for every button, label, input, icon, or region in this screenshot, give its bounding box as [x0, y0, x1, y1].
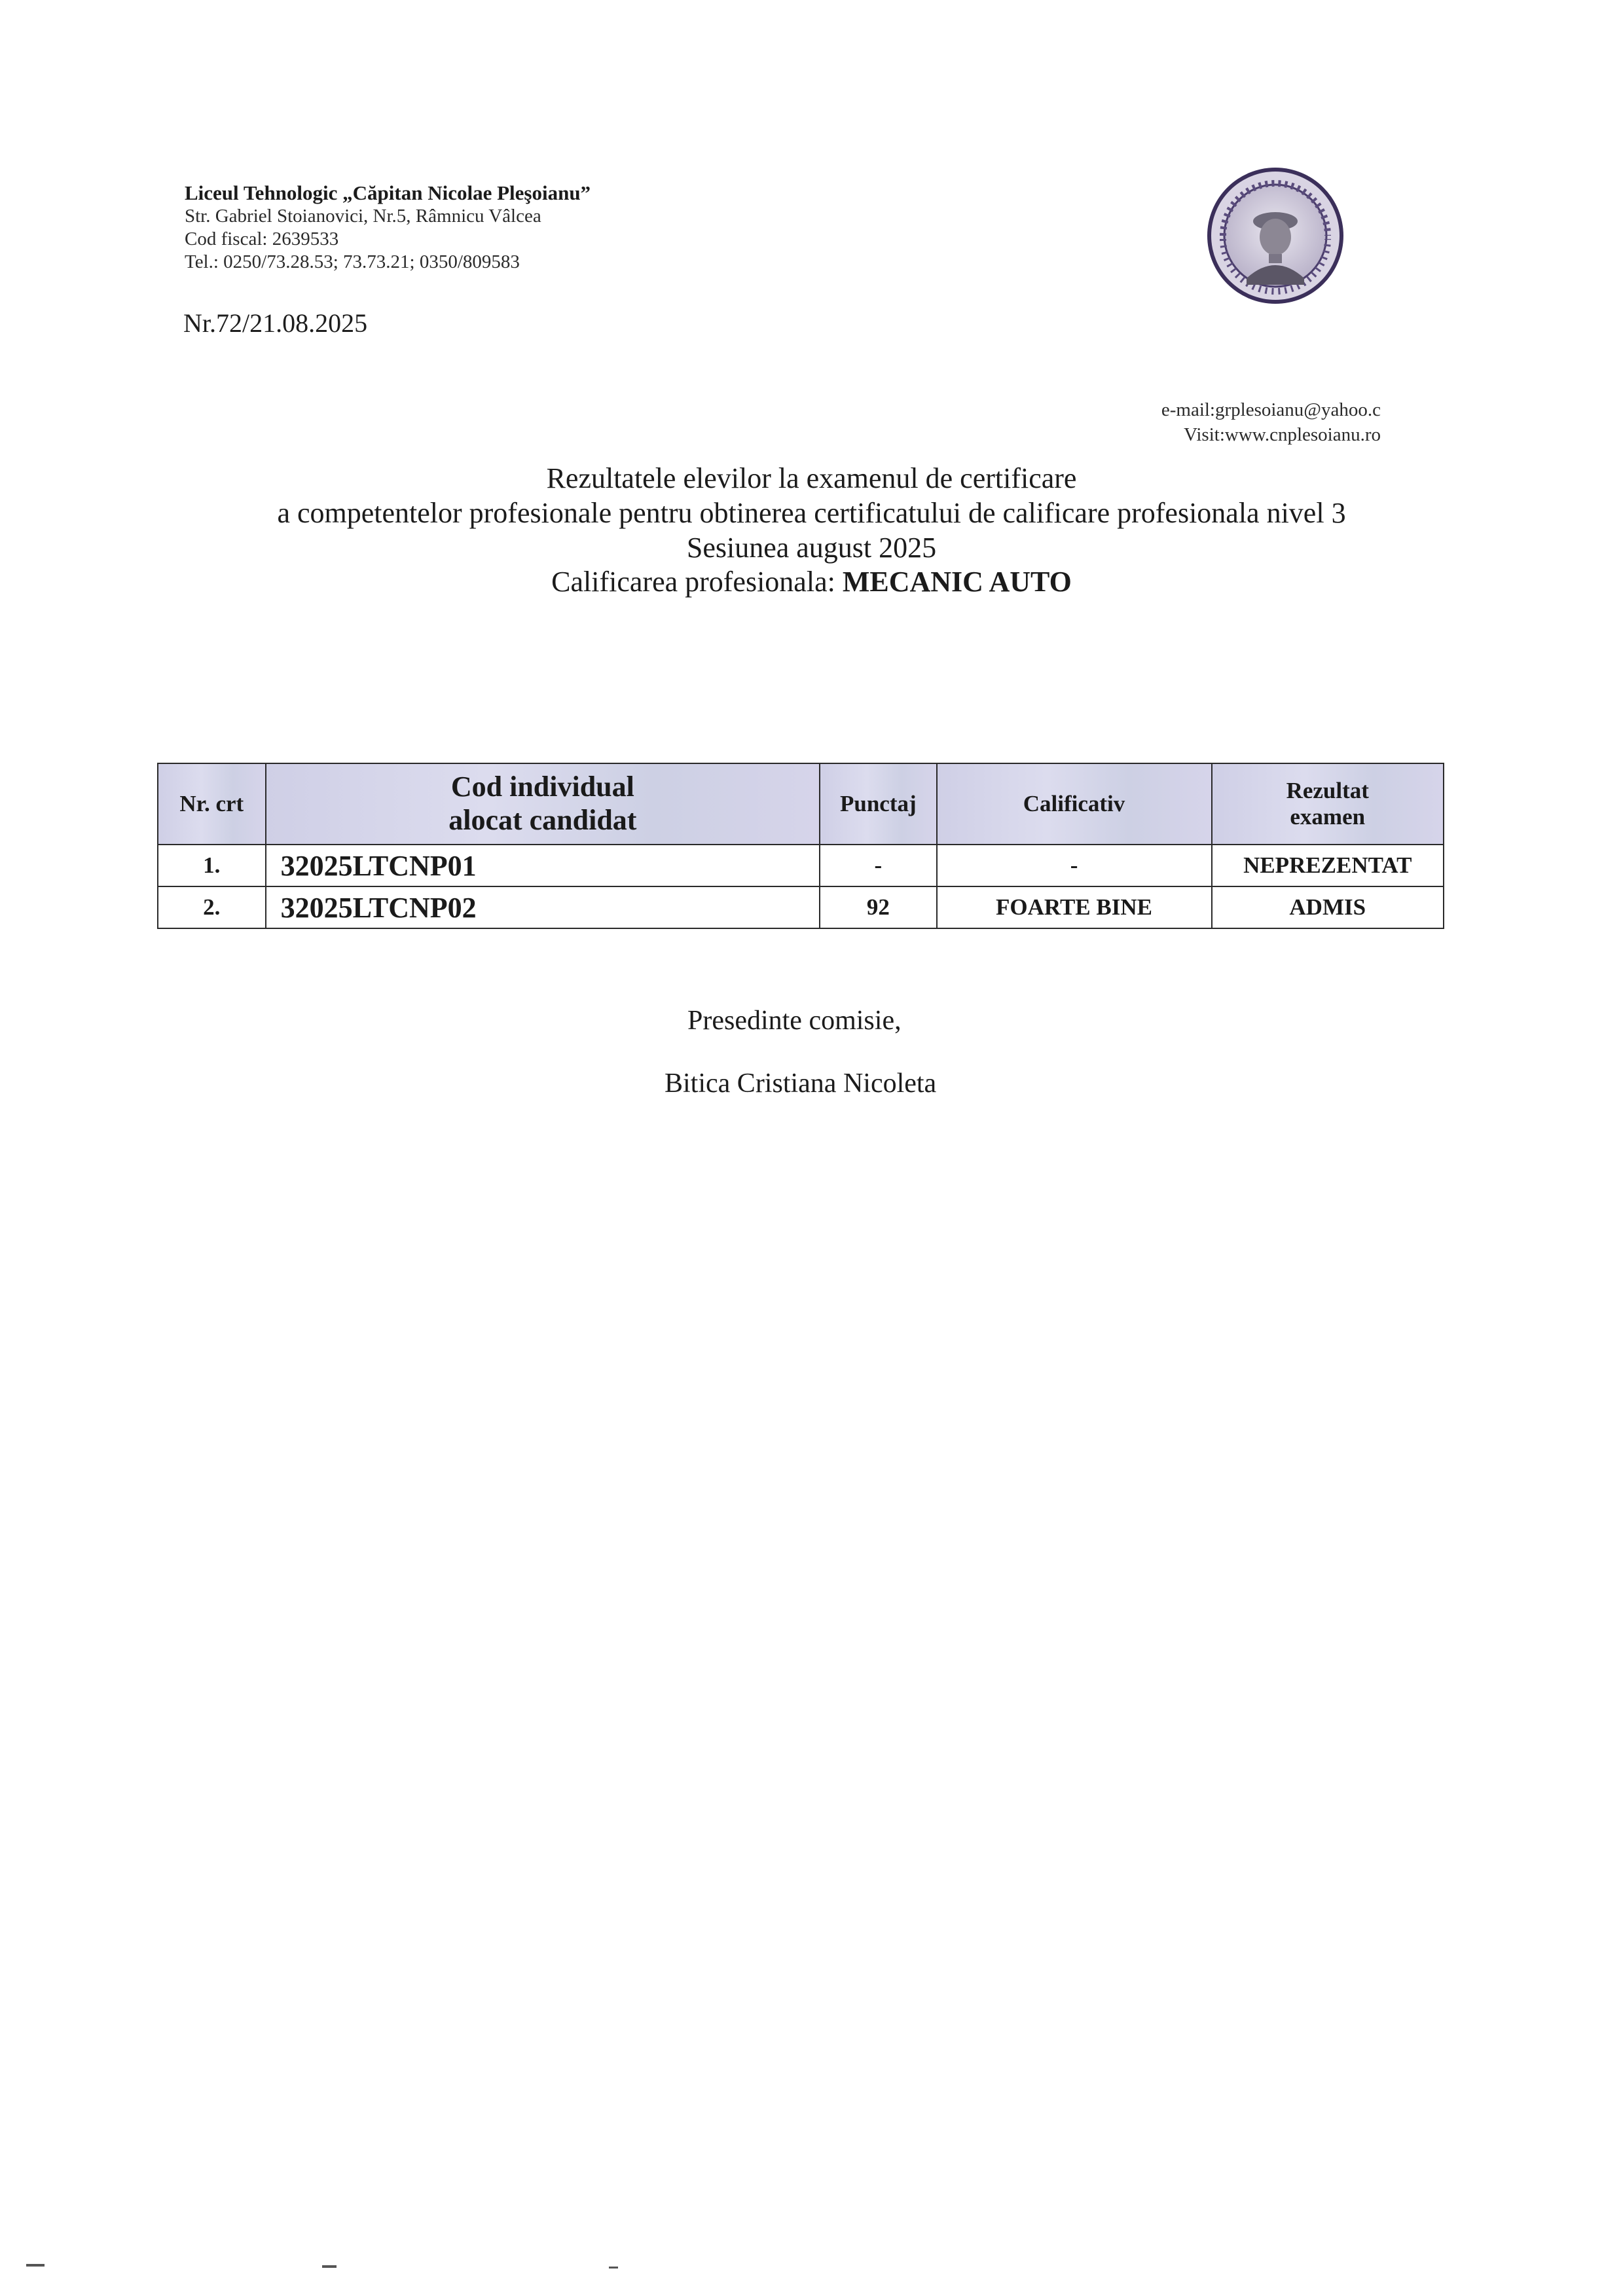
signature-block [665, 1005, 937, 1099]
school-address: Str. Gabriel Stoianovici, Nr.5, Râmnicu Vâlcea [185, 206, 541, 227]
signature-role: Presedinte comisie, [687, 1006, 902, 1036]
qualification-value: MECANIC AUTO [842, 566, 1072, 598]
cell-rezultat: NEPREZENTAT [1212, 845, 1444, 886]
title-line-2: a competentelor profesionale pentru obtinerea certificatului de calificare profesionala nivel 3 [277, 496, 1346, 529]
school-seal-icon [1203, 164, 1347, 308]
header-nr-crt: Nr. crt [158, 763, 266, 845]
school-phone: Tel.: 0250/73.28.53; 73.73.21; 0350/809583 [185, 251, 520, 272]
scan-artifact [609, 2267, 618, 2269]
title-line-1: Rezultatele elevilor la examenul de certificare [546, 462, 1077, 494]
cell-punctaj: - [820, 845, 936, 886]
table-header-row [158, 763, 1444, 845]
school-header [185, 181, 905, 274]
header-punctaj: Punctaj [820, 763, 936, 845]
header-rezultat-examen: Rezultat examen [1212, 763, 1444, 845]
cell-nr: 1. [158, 845, 266, 886]
cell-cod: 32025LTCNP02 [266, 886, 820, 928]
cell-nr: 2. [158, 886, 266, 928]
cell-cod: 32025LTCNP01 [266, 845, 820, 886]
header-calificativ: Calificativ [937, 763, 1212, 845]
scan-artifact [26, 2264, 45, 2267]
scan-artifact [322, 2265, 337, 2268]
contact-block [1161, 398, 1381, 447]
school-name: Liceul Tehnologic „Căpitan Nicolae Pleşoianu” [185, 181, 591, 204]
document-number: Nr.72/21.08.2025 [183, 308, 368, 338]
results-table [157, 763, 1444, 929]
header-cod-individual: Cod individual alocat candidat [266, 763, 820, 845]
qualification-label: Calificarea profesionala: [551, 566, 843, 598]
table-row [158, 886, 1444, 928]
table-row [158, 845, 1444, 886]
website-text: Visit:www.cnplesoianu.ro [1184, 424, 1381, 445]
cell-rezultat: ADMIS [1212, 886, 1444, 928]
school-fiscal-code: Cod fiscal: 2639533 [185, 228, 339, 249]
signature-name: Bitica Cristiana Nicoleta [665, 1068, 937, 1099]
title-line-3: Sesiunea august 2025 [686, 531, 937, 564]
cell-calificativ: - [937, 845, 1212, 886]
title-line-4 [131, 565, 1492, 600]
document-title [131, 462, 1492, 600]
email-text: e-mail:grplesoianu@yahoo.c [1161, 399, 1381, 420]
cell-punctaj: 92 [820, 886, 936, 928]
cell-calificativ: FOARTE BINE [937, 886, 1212, 928]
